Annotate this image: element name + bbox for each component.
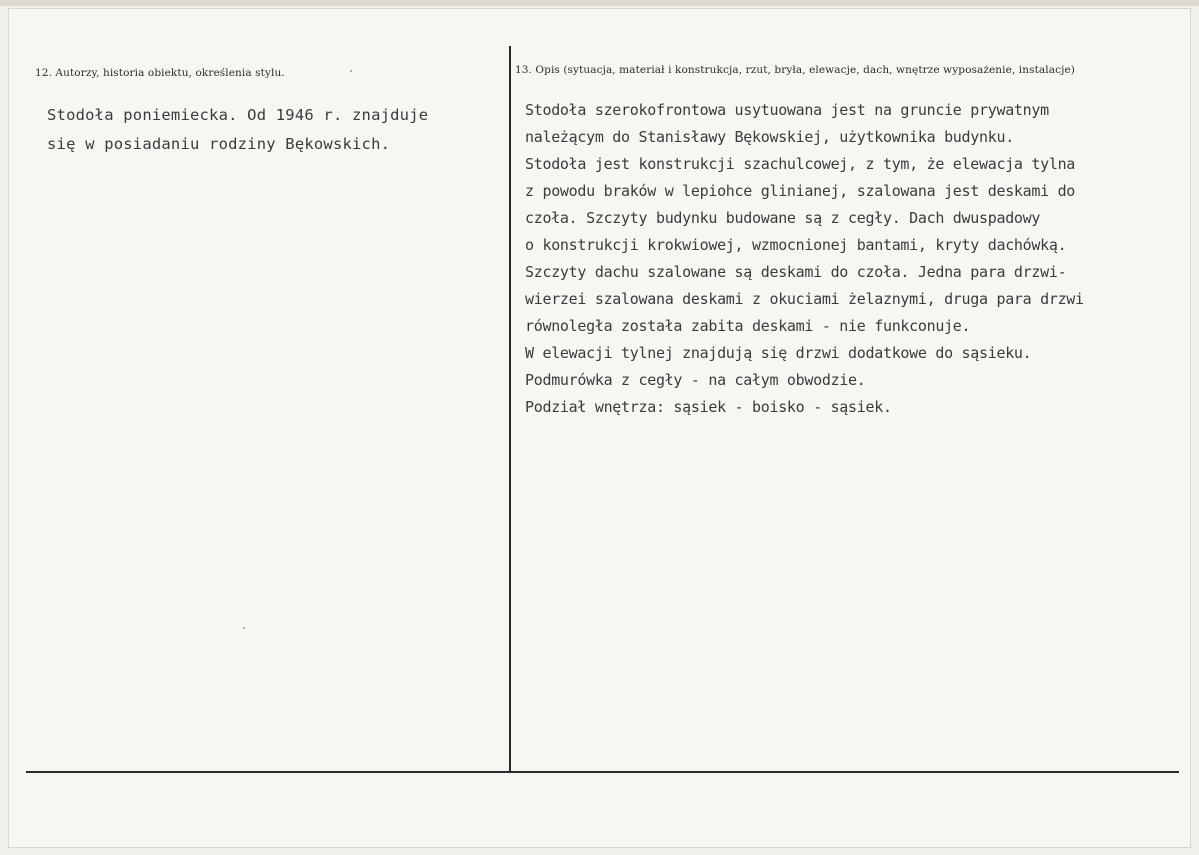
- authors-line: się w posiadaniu rodziny Bękowskich.: [47, 135, 391, 153]
- description-line: Podmurówka z cegły - na całym obwodzie.: [525, 371, 866, 389]
- description-line: Szczyty dachu szalowane są deskami do czoła. Jedna para drzwi-: [525, 263, 1067, 281]
- section-12-label: 12. Autorzy, historia obiektu, określenia stylu.: [35, 67, 285, 79]
- description-line: wierzei szalowana deskami z okuciami żelaznymi, druga para drzwi: [525, 290, 1084, 308]
- authors-line: Stodoła poniemiecka. Od 1946 r. znajduje: [47, 106, 429, 124]
- description-line: czoła. Szczyty budynku budowane są z cegły. Dach dwuspadowy: [525, 209, 1041, 227]
- section-13-label: 13. Opis (sytuacja, materiał i konstrukcja, rzut, bryła, elewacje, dach, wnętrze wyposażenie, instalacje): [515, 64, 1075, 76]
- authors-history-text: [47, 101, 428, 159]
- column-divider: [509, 46, 511, 772]
- description-line: Stodoła jest konstrukcji szachulcowej, z tym, że elewacja tylna: [525, 155, 1076, 173]
- description-line: równoległa została zabita deskami - nie funkconuje.: [525, 317, 971, 335]
- description-line: o konstrukcji krokwiowej, wzmocnionej bantami, kryty dachówką.: [525, 236, 1067, 254]
- description-line: W elewacji tylnej znajdują się drzwi dodatkowe do sąsieku.: [525, 344, 1032, 362]
- description-line: Podział wnętrza: sąsiek - boisko - sąsiek.: [525, 398, 892, 416]
- scan-top-edge: [0, 0, 1199, 6]
- bottom-rule: [26, 771, 1179, 773]
- paper-speck: [350, 70, 352, 72]
- description-line: należącym do Stanisławy Bękowskiej, użytkownika budynku.: [525, 128, 1014, 146]
- description-line: z powodu braków w lepiohce glinianej, szalowana jest deskami do: [525, 182, 1076, 200]
- paper-speck: [243, 627, 245, 629]
- description-line: Stodoła szerokofrontowa usytuowana jest na gruncie prywatnym: [525, 101, 1049, 119]
- description-text: [525, 97, 1084, 421]
